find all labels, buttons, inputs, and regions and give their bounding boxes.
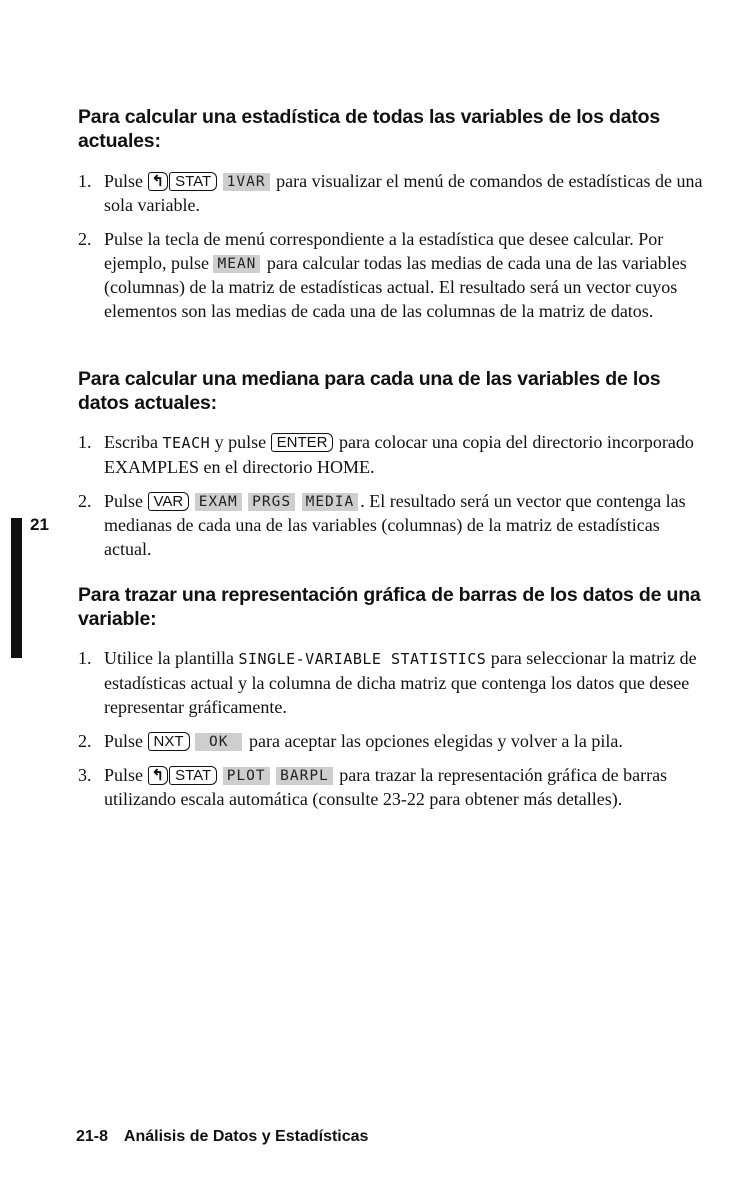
template-name: SINGLE-VARIABLE STATISTICS (238, 650, 487, 668)
step-text: para visualizar el menú de comandos de estadísticas de una sola variable. (104, 171, 703, 215)
step-text: Pulse (104, 171, 148, 191)
step-item (78, 763, 706, 811)
step-text: para calcular todas las medias de cada una de las variables (columnas) de la matriz de estadísticas actual. El resultado será un vector cuyos elementos son las medias de cada una de las columnas de la matriz de datos. (104, 253, 687, 321)
step-text: y pulse (210, 432, 271, 452)
chapter-tab-number: 21 (30, 515, 49, 534)
step-text: para colocar una copia del directorio incorporado EXAMPLES en el directorio HOME. (104, 432, 694, 477)
step-text: Utilice la plantilla (104, 648, 239, 668)
page-number: 21-8 (76, 1128, 109, 1145)
menu-key-mean: MEAN (213, 255, 260, 273)
step-number: 1. (78, 648, 92, 668)
step-item (78, 489, 706, 561)
step-text: Pulse (104, 731, 148, 751)
step-text: Pulse (104, 765, 148, 785)
step-number: 1. (78, 432, 92, 452)
enter-key: ENTER (271, 433, 334, 452)
step-text: para seleccionar la matriz de estadísticas actual y la columna de dicha matriz que contenga los datos que desee representar gráficamente. (104, 648, 697, 717)
step-text: para aceptar las opciones elegidas y volver a la pila. (244, 731, 623, 751)
step-number: 2. (78, 731, 92, 751)
menu-key-exam: EXAM (195, 493, 242, 511)
command-teach: TEACH (162, 434, 211, 452)
section-heading: Para calcular una mediana para cada una de las variables de los datos actuales: (78, 368, 661, 414)
section-stat-all-variables (78, 105, 706, 323)
stat-key: STAT (169, 766, 217, 785)
section-median (78, 367, 706, 561)
step-number: 1. (78, 171, 92, 191)
step-text: Pulse (104, 491, 148, 511)
step-item (78, 729, 706, 753)
step-item (78, 430, 706, 479)
footer-title: Análisis de Datos y Estadísticas (123, 1128, 369, 1145)
stat-key: STAT (169, 172, 217, 191)
nxt-key: NXT (148, 732, 190, 751)
step-text: Pulse la tecla de menú correspondiente a la estadística que desee calcular. Por ejemplo, pulse (104, 229, 664, 273)
menu-key-ok: OK (195, 733, 242, 751)
step-item (78, 227, 706, 323)
menu-key-prgs: PRGS (248, 493, 295, 511)
var-key: VAR (148, 492, 190, 511)
step-text: para trazar la representación gráfica de barras utilizando escala automática (consulte 23-22 para obtener más detalles). (104, 765, 668, 809)
menu-key-1var: 1VAR (223, 173, 270, 191)
left-shift-key-icon: ↰ (148, 172, 169, 191)
menu-key-plot: PLOT (223, 767, 270, 785)
step-text: . El resultado será un vector que contenga las medianas de cada una de las variables (columnas) de la matriz de estadísticas actual. (104, 491, 686, 559)
left-shift-key-icon: ↰ (148, 766, 169, 785)
section-bar-plot (78, 583, 706, 811)
section-heading: Para trazar una representación gráfica de barras de los datos de una variable: (78, 584, 701, 630)
menu-key-barpl: BARPL (276, 767, 333, 785)
menu-key-media: MEDIA (302, 493, 359, 511)
step-number: 3. (78, 765, 92, 785)
chapter-tab-marker (11, 518, 22, 658)
step-item (78, 646, 706, 719)
step-text: Escriba (104, 432, 163, 452)
section-heading: Para calcular una estadística de todas las variables de los datos actuales: (78, 106, 661, 152)
step-number: 2. (78, 229, 92, 249)
page-footer (76, 1128, 368, 1146)
step-number: 2. (78, 491, 92, 511)
step-item (78, 169, 706, 217)
